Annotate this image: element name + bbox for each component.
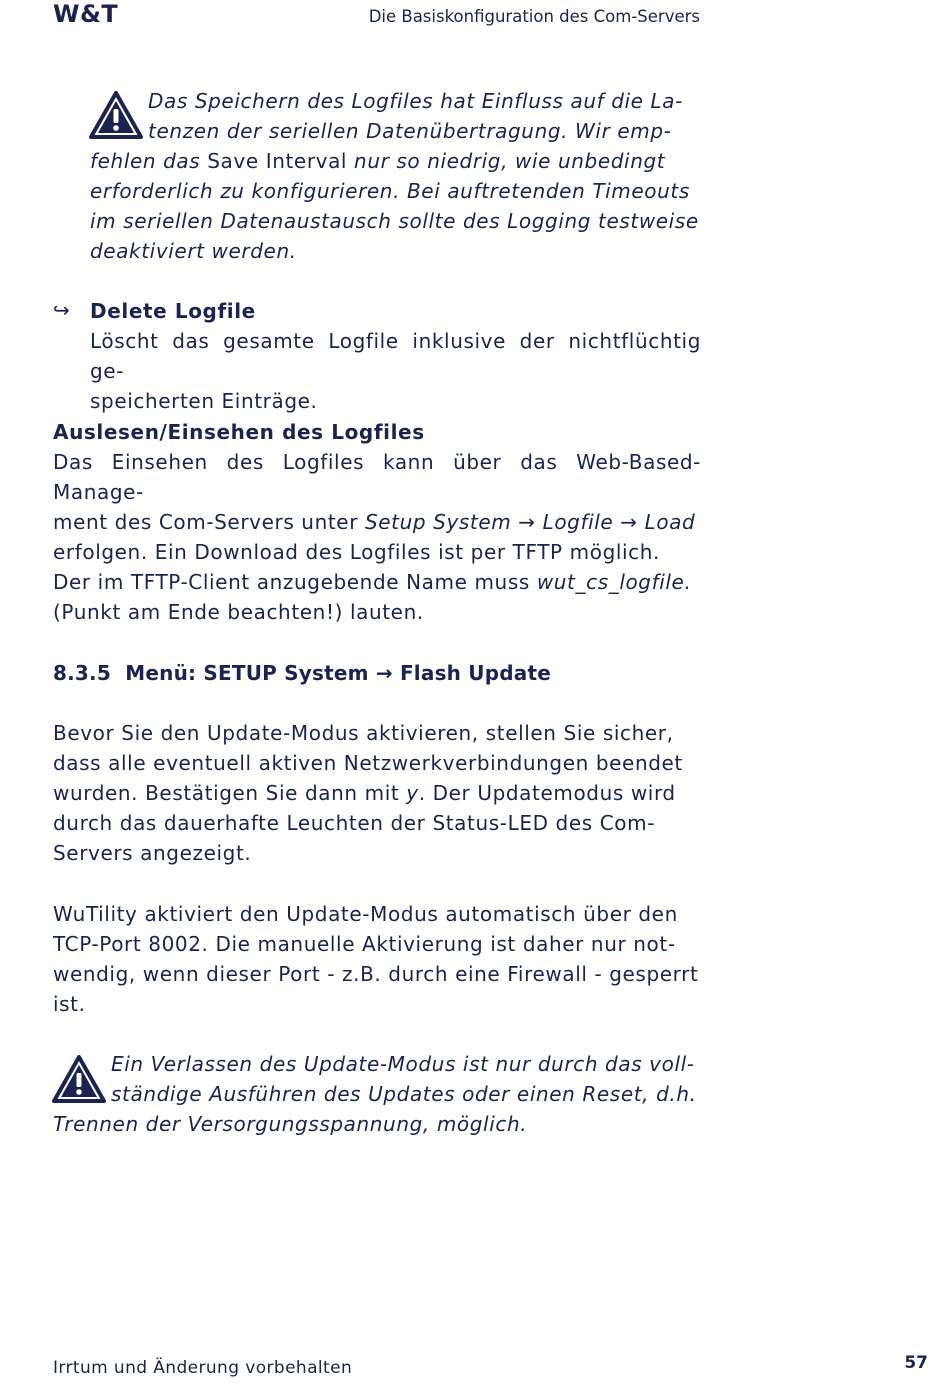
paragraph-line: dass alle eventuell aktiven Netzwerkverbindungen beendet	[53, 751, 683, 775]
warning-note-update-mode	[53, 1049, 701, 1139]
delete-logfile-text: speicherten Einträge.	[90, 389, 318, 413]
save-interval-term: Save Interval	[207, 149, 348, 173]
paragraph-line: Servers angezeigt.	[53, 841, 252, 865]
warning1-line: deaktiviert werden.	[90, 239, 297, 263]
running-header-title: Die Basiskonfiguration des Com-Servers	[368, 7, 700, 26]
paragraph-line: ist.	[53, 992, 86, 1016]
update-paragraph	[53, 718, 701, 868]
paragraph-line: durch das dauerhafte Leuchten der Status-LED des Com-	[53, 811, 656, 835]
auslesen-text: Der im TFTP-Client anzugebende Name muss	[53, 570, 537, 594]
paragraph-line: Bevor Sie den Update-Modus aktivieren, stellen Sie sicher,	[53, 721, 674, 745]
warning2-line: Trennen der Versorgungsspannung, möglich.	[53, 1112, 528, 1136]
section-heading	[53, 658, 701, 688]
hook-arrow-icon: ↪	[53, 298, 70, 322]
delete-logfile-title: Delete Logfile	[90, 299, 256, 323]
auslesen-text: ment des Com-Servers unter	[53, 510, 365, 534]
auslesen-text: Das Einsehen des Logfiles kann über das Web-Based-Manage-	[53, 450, 701, 504]
menu-path: Setup System → Logfile → Load	[364, 510, 696, 534]
warning-note-logfile	[90, 86, 701, 266]
warning2-line: Ein Verlassen des Update-Modus ist nur durch das voll-	[111, 1052, 695, 1076]
warning1-line: nur so niedrig, wie unbedingt	[347, 149, 666, 173]
delete-logfile-item	[90, 296, 701, 416]
paragraph-line: TCP-Port 8002. Die manuelle Aktivierung ist daher nur not-	[53, 932, 676, 956]
auslesen-text: (Punkt am Ende beachten!) lauten.	[53, 600, 424, 624]
section-title: Menü: SETUP System → Flash Update	[125, 661, 551, 685]
brand-logo-text: W&T	[53, 0, 119, 28]
warning1-line: tenzen der seriellen Datenübertragung. Wir emp-	[148, 119, 672, 143]
section-number: 8.3.5	[53, 661, 111, 685]
warning1-line: Das Speichern des Logfiles hat Einfluss auf die La-	[148, 89, 683, 113]
confirm-key: y	[406, 781, 419, 805]
page-number: 57	[904, 1353, 928, 1373]
paragraph-line: wurden. Bestätigen Sie dann mit	[53, 781, 407, 805]
warning2-line: ständige Ausführen des Updates oder einen Reset, d.h.	[111, 1082, 697, 1106]
footer-note: Irrtum und Änderung vorbehalten	[53, 1358, 353, 1378]
wutility-paragraph	[53, 899, 701, 1019]
warning1-line: im seriellen Datenaustausch sollte des Logging testweise	[90, 209, 699, 233]
paragraph-line: wendig, wenn dieser Port - z.B. durch eine Firewall - gesperrt	[53, 962, 699, 986]
paragraph-line: WuTility aktiviert den Update-Modus automatisch über den	[53, 902, 678, 926]
auslesen-heading: Auslesen/Einsehen des Logfiles	[53, 420, 425, 444]
warning1-line: erforderlich zu konfigurieren. Bei auftretenden Timeouts	[90, 179, 690, 203]
warning1-line: fehlen das	[90, 149, 208, 173]
logfile-name: wut_cs_logfile.	[536, 570, 692, 594]
paragraph-line: . Der Updatemodus wird	[418, 781, 676, 805]
auslesen-text: erfolgen. Ein Download des Logfiles ist per TFTP möglich.	[53, 540, 661, 564]
delete-logfile-text: Löscht das gesamte Logfile inklusive der nichtflüchtig ge-	[90, 329, 701, 383]
auslesen-section	[53, 417, 701, 627]
